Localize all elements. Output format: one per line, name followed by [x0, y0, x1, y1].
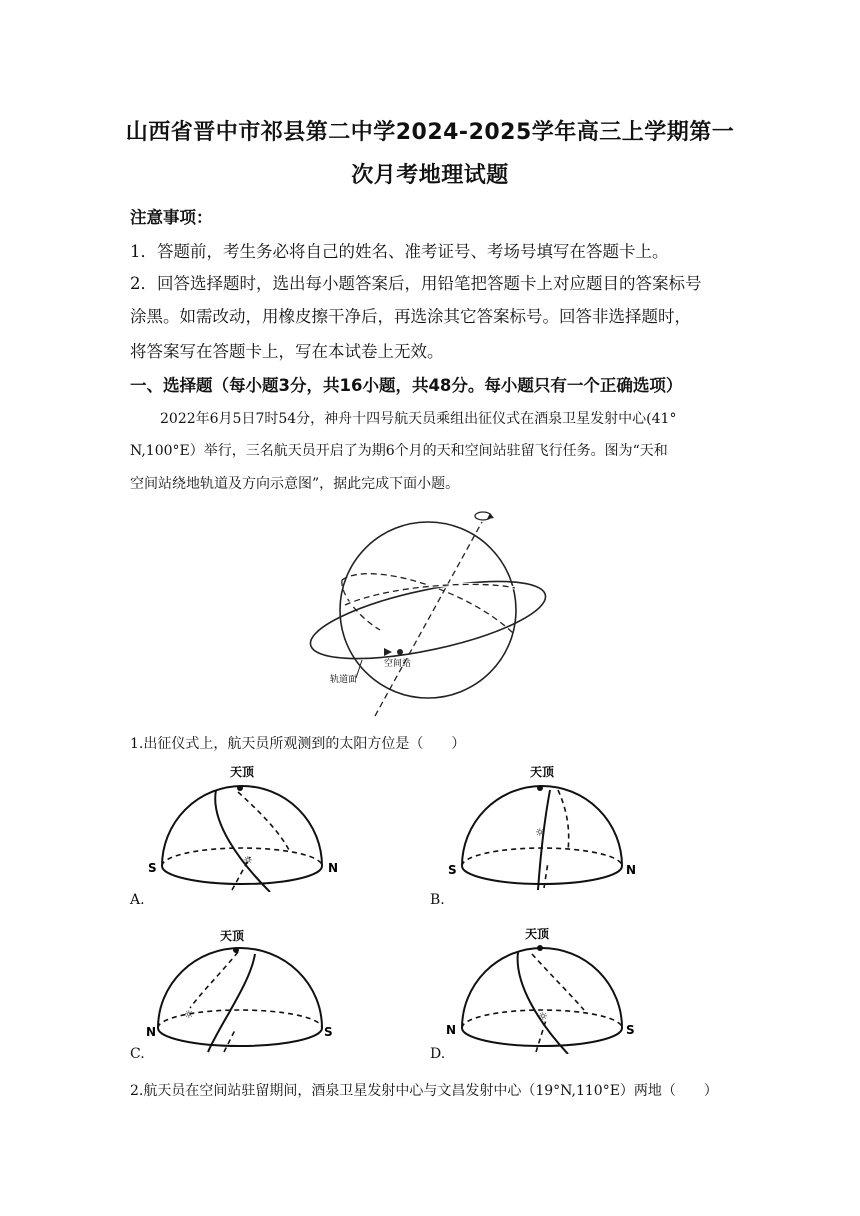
option-a-label: A.	[130, 892, 145, 908]
option-a-right-dir: N	[328, 861, 339, 875]
option-d-diagram	[440, 924, 650, 1054]
station-label: 空间站	[384, 659, 412, 669]
question-1-stem: 1.出征仪式上，航天员所观测到的太阳方位是（ ）	[130, 736, 466, 752]
option-c-diagram	[140, 924, 350, 1054]
sun-icon: ☼	[538, 1010, 548, 1023]
option-c-right-dir: S	[324, 1025, 333, 1039]
option-c-left-dir: N	[146, 1025, 157, 1039]
question-2-stem: 2.航天员在空间站驻留期间，酒泉卫星发射中心与文昌发射中心（19°N,110°E）两地（ ）	[130, 1083, 718, 1099]
option-d-left-dir: N	[446, 1023, 457, 1037]
option-b-right-dir: N	[626, 863, 637, 877]
orbit-label: 轨道面	[330, 675, 358, 685]
option-b-label: B.	[430, 892, 445, 908]
zenith-label: 天顶	[530, 765, 555, 779]
option-a-left-dir: S	[148, 861, 157, 875]
sun-icon: ☼	[243, 854, 253, 867]
notice-item-2-line2: 涂黑。如需改动，用橡皮擦干净后，再选涂其它答案标号。回答非选择题时，	[130, 307, 691, 326]
option-c-label: C.	[130, 1046, 145, 1062]
option-b-diagram	[440, 762, 650, 892]
notice-item-2-line3: 将答案写在答题卡上，写在本试卷上无效。	[130, 342, 444, 361]
zenith-label: 天顶	[525, 927, 550, 941]
passage-line3: 空间站绕地轨道及方向示意图”，据此完成下面小题。	[130, 476, 460, 492]
option-a-diagram	[140, 762, 350, 892]
option-d-label: D.	[430, 1046, 446, 1062]
zenith-label: 天顶	[230, 765, 255, 779]
sun-icon: ☼	[184, 1008, 194, 1021]
page-title-line2: 次月考地理试题	[351, 163, 509, 188]
option-b-left-dir: S	[448, 863, 457, 877]
zenith-label: 天顶	[220, 929, 245, 943]
section-heading: 一、选择题（每小题3分，共16小题，共48分。每小题只有一个正确选项）	[130, 376, 683, 395]
notice-heading: 注意事项：	[130, 208, 213, 227]
sun-icon: ☼	[535, 826, 545, 839]
passage-line1: 2022年6月5日7时54分，神舟十四号航天员乘组出征仪式在酒泉卫星发射中心(41°	[160, 411, 677, 427]
orbit-diagram	[300, 500, 570, 720]
notice-item-2-line1: 2．回答选择题时，选出每小题答案后，用铅笔把答题卡上对应题目的答案标号	[130, 274, 702, 293]
page-title-line1: 山西省晋中市祁县第二中学2024-2025学年高三上学期第一	[125, 120, 735, 145]
option-d-right-dir: S	[626, 1023, 635, 1037]
passage-line2: N,100°E）举行，三名航天员开启了为期6个月的天和空间站驻留飞行任务。图为“天和	[130, 443, 668, 459]
notice-item-1: 1．答题前，考生务必将自己的姓名、准考证号、考场号填写在答题卡上。	[130, 242, 669, 261]
